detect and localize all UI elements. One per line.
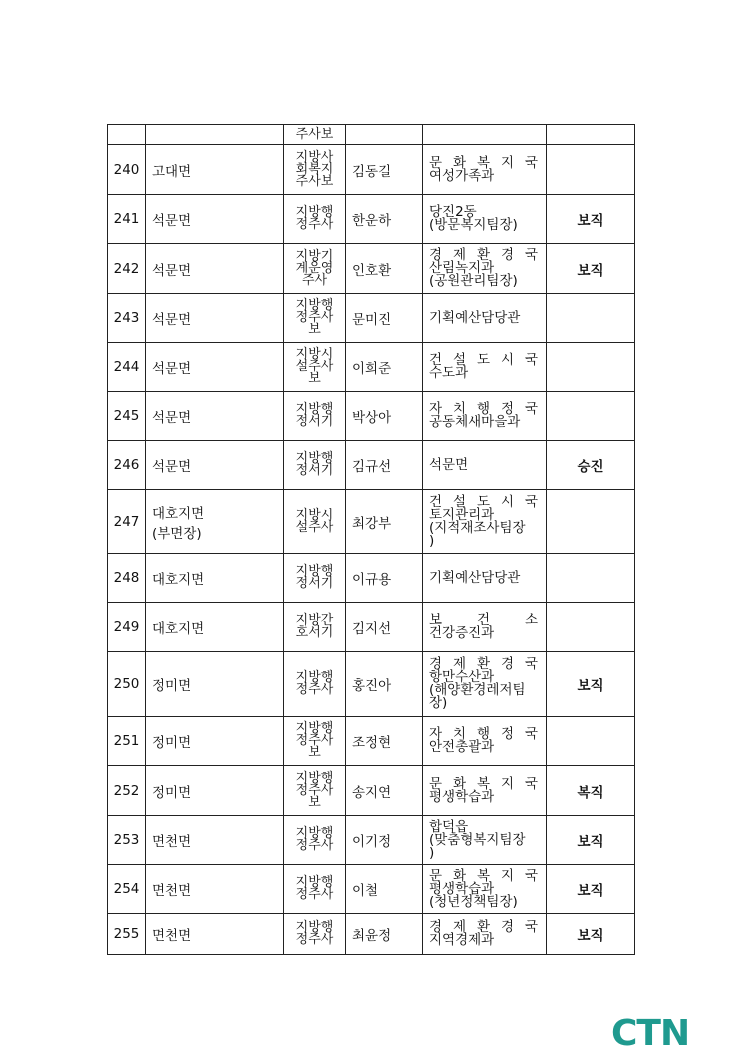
table-row [108, 766, 635, 816]
cell-dept [423, 145, 547, 195]
cell-area [146, 441, 284, 490]
cell-name: 이기정 [346, 816, 423, 865]
cell-no: 243 [108, 294, 146, 343]
dept-line: 당진2동 [429, 204, 477, 220]
cell-name: 인호환 [346, 244, 423, 294]
cell-rank [284, 554, 346, 603]
dept-line: 자 치 행 정 국 [429, 726, 538, 742]
cell-dept [423, 816, 547, 865]
area-line: 대호지면 [152, 621, 205, 637]
table-row [108, 441, 635, 490]
cell-note: 보직 [547, 865, 635, 914]
cell-rank [284, 441, 346, 490]
rank-line: 주사보 [295, 173, 334, 189]
rank-line: 지방기 [295, 248, 334, 264]
rank-line: 지방행 [295, 826, 334, 841]
dept-line: 토지관리과 [429, 506, 495, 523]
cell-dept [423, 343, 547, 392]
rank-line: 지방행 [295, 770, 334, 786]
cell-rank [284, 766, 346, 816]
dept-line: ) [429, 532, 435, 549]
table-row-partial [108, 125, 635, 145]
rank-line: 지방행 [295, 875, 334, 890]
table-row [108, 652, 635, 717]
dept-line: (방문복지팀장) [429, 217, 518, 233]
cell-note: 복직 [547, 766, 635, 816]
cell-rank [284, 392, 346, 441]
cell-note [547, 294, 635, 343]
cell-name: 홍진아 [346, 652, 423, 717]
rank-line: 정주사 [295, 838, 334, 853]
table-row [108, 343, 635, 392]
cell-dept [423, 603, 547, 652]
area-line: 정미면 [152, 678, 192, 694]
dept-line: 문 화 복 지 국 [429, 154, 538, 171]
table-row [108, 554, 635, 603]
rank-line: 계운영 [295, 260, 334, 276]
area-line: 면천면 [152, 834, 192, 850]
cell-area [146, 865, 284, 914]
cell-name: 김지선 [346, 603, 423, 652]
cell-dept [423, 914, 547, 955]
dept-line: 평생학습과 [429, 880, 495, 897]
rank-line: 정주사 [295, 733, 334, 748]
table-row [108, 244, 635, 294]
cell-name: 한운하 [346, 195, 423, 244]
cell-name: 이규용 [346, 554, 423, 603]
cell-name: 이희준 [346, 343, 423, 392]
table-row [108, 490, 635, 554]
cell-note [547, 554, 635, 603]
table-row [108, 195, 635, 244]
cell-name: 김규선 [346, 441, 423, 490]
dept-line: (해양환경레저팀 [429, 682, 526, 698]
area-line: 석문면 [152, 213, 192, 229]
cell-dept [423, 652, 547, 717]
cell-no: 254 [108, 865, 146, 914]
dept-line: 건강증진과 [429, 625, 495, 641]
cell-note: 보직 [547, 195, 635, 244]
dept-line: 기획예산담당관 [429, 569, 521, 586]
table-row [108, 603, 635, 652]
cell-note [547, 392, 635, 441]
rank-line: 지방행 [295, 920, 334, 935]
area-line: (부면장) [152, 525, 202, 542]
cell-note: 승진 [547, 441, 635, 490]
cell-no: 253 [108, 816, 146, 865]
cell-rank [284, 816, 346, 865]
cell-note [547, 603, 635, 652]
rank-line: 지방행 [295, 402, 334, 417]
personnel-table-body [108, 125, 635, 955]
rank-line: 정주사 [295, 932, 334, 947]
table-row [108, 294, 635, 343]
area-line: 석문면 [152, 262, 192, 279]
area-line: 고대면 [152, 163, 192, 180]
table-row [108, 816, 635, 865]
cell-dept [423, 195, 547, 244]
cell-no: 245 [108, 392, 146, 441]
dept-line: 수도과 [429, 365, 469, 381]
area-line: 대호지면 [152, 572, 205, 588]
dept-line: 석문면 [429, 456, 469, 473]
cell-rank [284, 717, 346, 766]
table-row [108, 865, 635, 914]
cell-no: 248 [108, 554, 146, 603]
cell-note: 보직 [547, 652, 635, 717]
cell-no: 255 [108, 914, 146, 955]
dept-line: 장) [429, 695, 448, 711]
cell-note: 보직 [547, 816, 635, 865]
rank-line: 지방간 [295, 613, 334, 628]
rank-line: 지방행 [295, 205, 334, 220]
rank-line: 보 [308, 322, 321, 337]
dept-line: 경 제 환 경 국 [429, 919, 538, 935]
area-line: 면천면 [152, 883, 192, 899]
cell-name: 박상아 [346, 392, 423, 441]
rank-line: 정서기 [295, 414, 334, 429]
rank-line: 지방시 [295, 507, 334, 523]
cell-no: 250 [108, 652, 146, 717]
cell-area [146, 603, 284, 652]
dept-line: 건 설 도 시 국 [429, 493, 538, 510]
dept-line: ) [429, 844, 435, 861]
personnel-table [107, 124, 635, 955]
cell-area [146, 195, 284, 244]
dept-line: 공동체새마을과 [429, 414, 521, 430]
dept-line: 항만수산과 [429, 669, 495, 685]
rank-line: 보 [308, 371, 321, 386]
dept-line: 안전총괄과 [429, 739, 495, 755]
cell-no: 242 [108, 244, 146, 294]
cell-dept [423, 865, 547, 914]
cell-note [547, 125, 635, 145]
cell-no: 247 [108, 490, 146, 554]
cell-rank [284, 652, 346, 717]
cell-dept [423, 554, 547, 603]
cell-no: 244 [108, 343, 146, 392]
cell-no: 251 [108, 717, 146, 766]
table-row [108, 717, 635, 766]
dept-line: 건 설 도 시 국 [429, 352, 538, 368]
cell-dept [423, 125, 547, 145]
cell-note: 보직 [547, 914, 635, 955]
cell-rank [284, 195, 346, 244]
cell-area [146, 914, 284, 955]
rank-line: 주사보 [295, 126, 334, 142]
cell-dept [423, 766, 547, 816]
dept-line: 문 화 복 지 국 [429, 867, 538, 884]
dept-line: (맞춤형복지팀장 [429, 831, 526, 848]
dept-line: 경 제 환 경 국 [429, 247, 538, 263]
dept-line: 문 화 복 지 국 [429, 775, 538, 792]
table-row [108, 145, 635, 195]
cell-area [146, 343, 284, 392]
rank-line: 정서기 [295, 576, 334, 591]
cell-dept [423, 244, 547, 294]
rank-line: 정주사 [295, 217, 334, 232]
table-row [108, 392, 635, 441]
cell-dept [423, 490, 547, 554]
cell-dept [423, 717, 547, 766]
table-row [108, 914, 635, 955]
cell-note [547, 490, 635, 554]
cell-name: 송지연 [346, 766, 423, 816]
cell-note [547, 717, 635, 766]
rank-line: 정주사 [295, 310, 334, 325]
dept-line: 합덕읍 [429, 818, 469, 835]
area-line: 석문면 [152, 361, 192, 377]
cell-rank [284, 914, 346, 955]
cell-no: 241 [108, 195, 146, 244]
area-line: 정미면 [152, 735, 192, 751]
rank-line: 정주사 [295, 887, 334, 902]
cell-rank [284, 865, 346, 914]
cell-area [146, 717, 284, 766]
dept-line: 자 치 행 정 국 [429, 401, 538, 417]
cell-name: 최윤정 [346, 914, 423, 955]
area-line: 정미면 [152, 784, 192, 801]
cell-rank [284, 490, 346, 554]
cell-note [547, 343, 635, 392]
rank-line: 지방행 [295, 451, 334, 466]
rank-line: 지방사 [295, 149, 334, 165]
cell-area [146, 145, 284, 195]
cell-name: 최강부 [346, 490, 423, 554]
rank-line: 호서기 [295, 625, 334, 640]
cell-area [146, 554, 284, 603]
area-line: 석문면 [152, 312, 192, 328]
cell-area [146, 816, 284, 865]
rank-line: 보 [308, 745, 321, 760]
cell-no: 246 [108, 441, 146, 490]
cell-rank [284, 125, 346, 145]
cell-dept [423, 392, 547, 441]
rank-line: 정주사 [295, 682, 334, 697]
rank-line: 지방행 [295, 564, 334, 579]
rank-line: 설주사 [295, 359, 334, 374]
cell-area [146, 294, 284, 343]
cell-no [108, 125, 146, 145]
cell-name: 조정현 [346, 717, 423, 766]
dept-line: 평생학습과 [429, 788, 495, 805]
rank-line: 회복지 [295, 161, 334, 177]
rank-line: 설주사 [295, 519, 334, 535]
dept-line: 경 제 환 경 국 [429, 656, 538, 672]
cell-rank [284, 603, 346, 652]
ctn-logo: CTN [611, 1013, 690, 1054]
rank-line: 지방행 [295, 298, 334, 313]
cell-area [146, 766, 284, 816]
rank-line: 지방행 [295, 721, 334, 736]
cell-rank [284, 244, 346, 294]
cell-name: 이철 [346, 865, 423, 914]
rank-line: 지방행 [295, 670, 334, 685]
rank-line: 주사 [301, 272, 328, 288]
dept-line: 산림녹지과 [429, 260, 495, 276]
rank-line: 보 [308, 794, 321, 810]
cell-name [346, 125, 423, 145]
dept-line: (지적재조사팀장 [429, 519, 526, 536]
cell-area [146, 652, 284, 717]
area-line: 석문면 [152, 459, 192, 475]
cell-area [146, 125, 284, 145]
cell-area [146, 392, 284, 441]
cell-area [146, 490, 284, 554]
cell-no: 252 [108, 766, 146, 816]
cell-rank [284, 343, 346, 392]
rank-line: 지방시 [295, 347, 334, 362]
cell-note: 보직 [547, 244, 635, 294]
area-line: 면천면 [152, 928, 192, 944]
cell-no: 240 [108, 145, 146, 195]
cell-note [547, 145, 635, 195]
cell-dept [423, 441, 547, 490]
dept-line: 보 건 소 [429, 612, 538, 628]
area-line: 대호지면 [152, 505, 205, 522]
rank-line: 정주사 [295, 782, 334, 798]
dept-line: 여성가족과 [429, 167, 495, 184]
cell-name: 김동길 [346, 145, 423, 195]
cell-rank [284, 294, 346, 343]
dept-line: 기획예산담당관 [429, 309, 521, 326]
cell-no: 249 [108, 603, 146, 652]
dept-line: (청년정책팀장) [429, 893, 518, 910]
area-line: 석문면 [152, 410, 192, 426]
dept-line: 지역경제과 [429, 932, 495, 948]
cell-area [146, 244, 284, 294]
cell-name: 문미진 [346, 294, 423, 343]
dept-line: (공원관리팀장) [429, 273, 518, 289]
rank-line: 정서기 [295, 463, 334, 478]
cell-rank [284, 145, 346, 195]
cell-dept [423, 294, 547, 343]
